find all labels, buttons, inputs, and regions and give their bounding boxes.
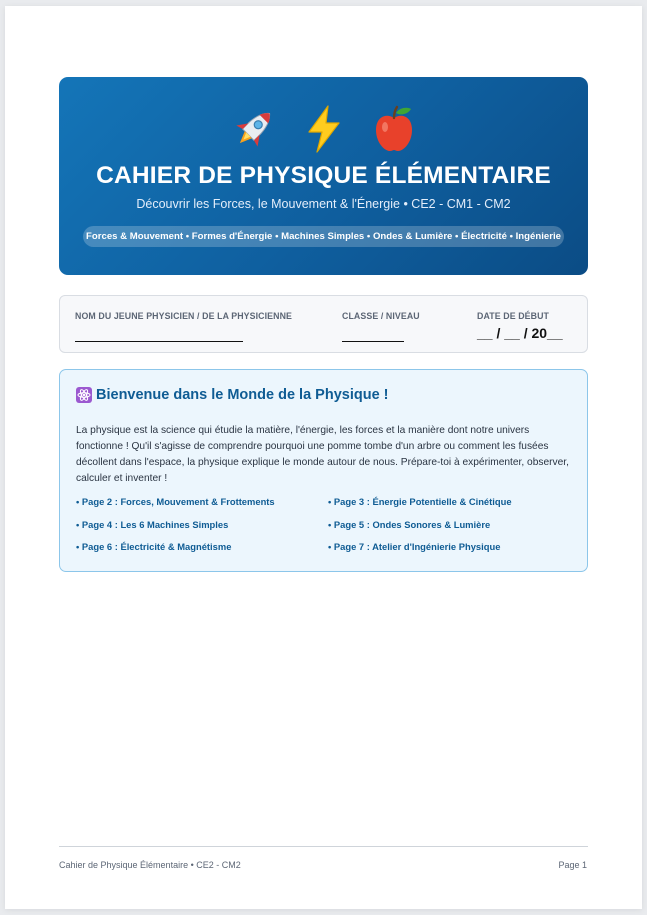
welcome-text: La physique est la science qui étudie la matière, l'énergie, les forces et la manière dont notre univers fonctionne ! Qu'il s'agisse de comprendre pourquoi une pomme tombe d'un arbre ou comment les fusées décollent dans l'espace, la physique explique le monde autour de nous. Prépare-toi à expérimenter, observer, calculer et inventer ! bbox=[76, 425, 569, 484]
name-line[interactable] bbox=[75, 327, 243, 342]
apple-icon bbox=[368, 103, 420, 155]
page-list-item: • Page 5 : Ondes Sonores & Lumière bbox=[328, 518, 491, 530]
page-number: Page 1 bbox=[558, 860, 587, 870]
welcome-heading bbox=[76, 387, 389, 403]
class-line[interactable] bbox=[342, 327, 404, 342]
welcome-title: Bienvenue dans le Monde de la Physique ! bbox=[96, 387, 389, 403]
rocket-icon bbox=[228, 103, 280, 155]
page-list-item: • Page 2 : Forces, Mouvement & Frottements bbox=[76, 496, 275, 507]
page-title: CAHIER DE PHYSIQUE ÉLÉMENTAIRE bbox=[96, 162, 551, 189]
page-list-item: • Page 3 : Énergie Potentielle & Cinétique bbox=[328, 496, 512, 507]
header-icons bbox=[59, 103, 588, 157]
header-banner bbox=[59, 77, 588, 275]
page-list-item: • Page 7 : Atelier d'Ingénierie Physique bbox=[328, 541, 501, 552]
class-label: CLASSE / NIVEAU bbox=[342, 311, 420, 321]
date-label: DATE DE DÉBUT bbox=[477, 311, 550, 321]
lightning-icon bbox=[298, 103, 350, 155]
class-field[interactable] bbox=[342, 311, 420, 342]
student-info-box bbox=[59, 295, 588, 353]
date-blank[interactable]: __ / __ / 20__ bbox=[477, 325, 563, 341]
page-subtitle: Découvrir les Forces, le Mouvement & l'Énergie • CE2 - CM1 - CM2 bbox=[136, 197, 511, 211]
date-field[interactable] bbox=[477, 311, 577, 341]
footer-title: Cahier de Physique Élémentaire • CE2 - CM2 bbox=[59, 860, 241, 870]
worksheet-page bbox=[5, 6, 642, 909]
atom-icon bbox=[76, 387, 92, 403]
footer-divider bbox=[59, 846, 588, 847]
welcome-box bbox=[59, 369, 588, 572]
page-list-item: • Page 6 : Électricité & Magnétisme bbox=[76, 541, 232, 552]
name-label: NOM DU JEUNE PHYSICIEN / DE LA PHYSICIENNE bbox=[75, 311, 292, 321]
page-list-item: • Page 4 : Les 6 Machines Simples bbox=[76, 518, 229, 530]
topics-pill: Forces & Mouvement • Formes d'Énergie • Machines Simples • Ondes & Lumière • Électricité • Ingénierie bbox=[83, 226, 564, 247]
name-field[interactable] bbox=[75, 311, 292, 342]
page-list bbox=[76, 495, 576, 553]
